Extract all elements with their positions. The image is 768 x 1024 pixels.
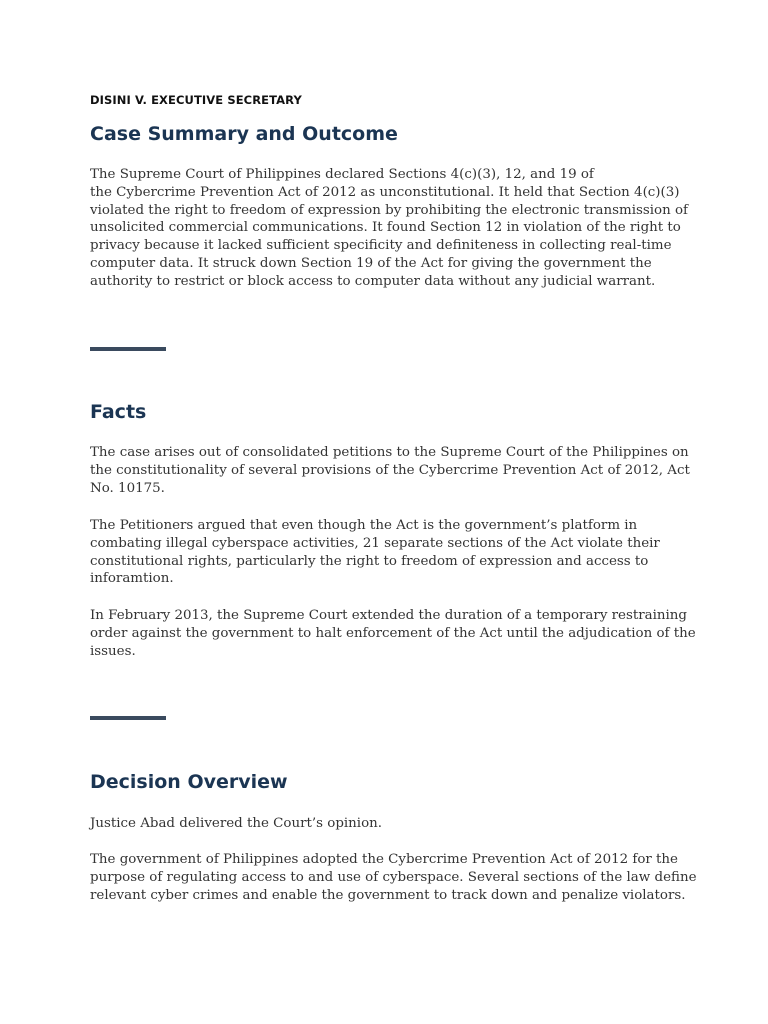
- text-line: In February 2013, the Supreme Court extended the duration of a temporary restraining: [90, 608, 687, 623]
- facts-paragraph-2: [90, 517, 680, 588]
- text-line: the constitutionality of several provisions of the Cybercrime Prevention Act of 2012, Act: [90, 462, 690, 478]
- decision-paragraph-2: [90, 851, 697, 904]
- summary-paragraph: [90, 166, 688, 291]
- text-line: combating illegal cyberspace activities, 21 separate sections of the Act violate their: [90, 535, 660, 551]
- facts-heading: Facts: [90, 401, 147, 423]
- text-line: issues.: [90, 643, 136, 659]
- text-line: relevant cyber crimes and enable the government to track down and penalize violators.: [90, 887, 686, 903]
- text-line: inforamtion.: [90, 571, 174, 587]
- case-title-label: DISINI V. EXECUTIVE SECRETARY: [90, 93, 302, 107]
- decision-paragraph-1: [90, 815, 680, 833]
- text-line: purpose of regulating access to and use of cyberspace. Several sections of the law define: [90, 869, 697, 885]
- text-line: authority to restrict or block access to computer data without any judicial warrant.: [90, 273, 656, 289]
- text-line: The Supreme Court of Philippines declared Sections 4(c)(3), 12, and 19 of: [90, 167, 594, 182]
- summary-heading: Case Summary and Outcome: [90, 123, 398, 145]
- text-line: The government of Philippines adopted the Cybercrime Prevention Act of 2012 for the: [90, 852, 678, 867]
- section-divider: [90, 347, 166, 351]
- decision-heading: Decision Overview: [90, 771, 288, 793]
- text-line: privacy because it lacked sufficient specificity and definiteness in collecting real-time: [90, 238, 672, 254]
- text-line: The case arises out of consolidated petitions to the Supreme Court of the Philippines on: [90, 445, 689, 460]
- text-line: computer data. It struck down Section 19 of the Act for giving the government the: [90, 255, 652, 271]
- text-line: The Petitioners argued that even though the Act is the government’s platform in: [90, 518, 638, 533]
- text-line: Justice Abad delivered the Court’s opinion.: [90, 816, 383, 831]
- section-divider: [90, 716, 166, 720]
- facts-paragraph-3: [90, 607, 696, 660]
- text-line: order against the government to halt enforcement of the Act until the adjudication of the: [90, 625, 696, 641]
- text-line: violated the right to freedom of expression by prohibiting the electronic transmission of: [90, 202, 688, 218]
- text-line: No. 10175.: [90, 480, 165, 496]
- text-line: the Cybercrime Prevention Act of 2012 as unconstitutional. It held that Section 4(c)(3): [90, 184, 680, 200]
- facts-paragraph-1: [90, 444, 690, 497]
- text-line: constitutional rights, particularly the right to freedom of expression and access to: [90, 553, 649, 569]
- text-line: unsolicited commercial communications. It found Section 12 in violation of the right to: [90, 220, 681, 236]
